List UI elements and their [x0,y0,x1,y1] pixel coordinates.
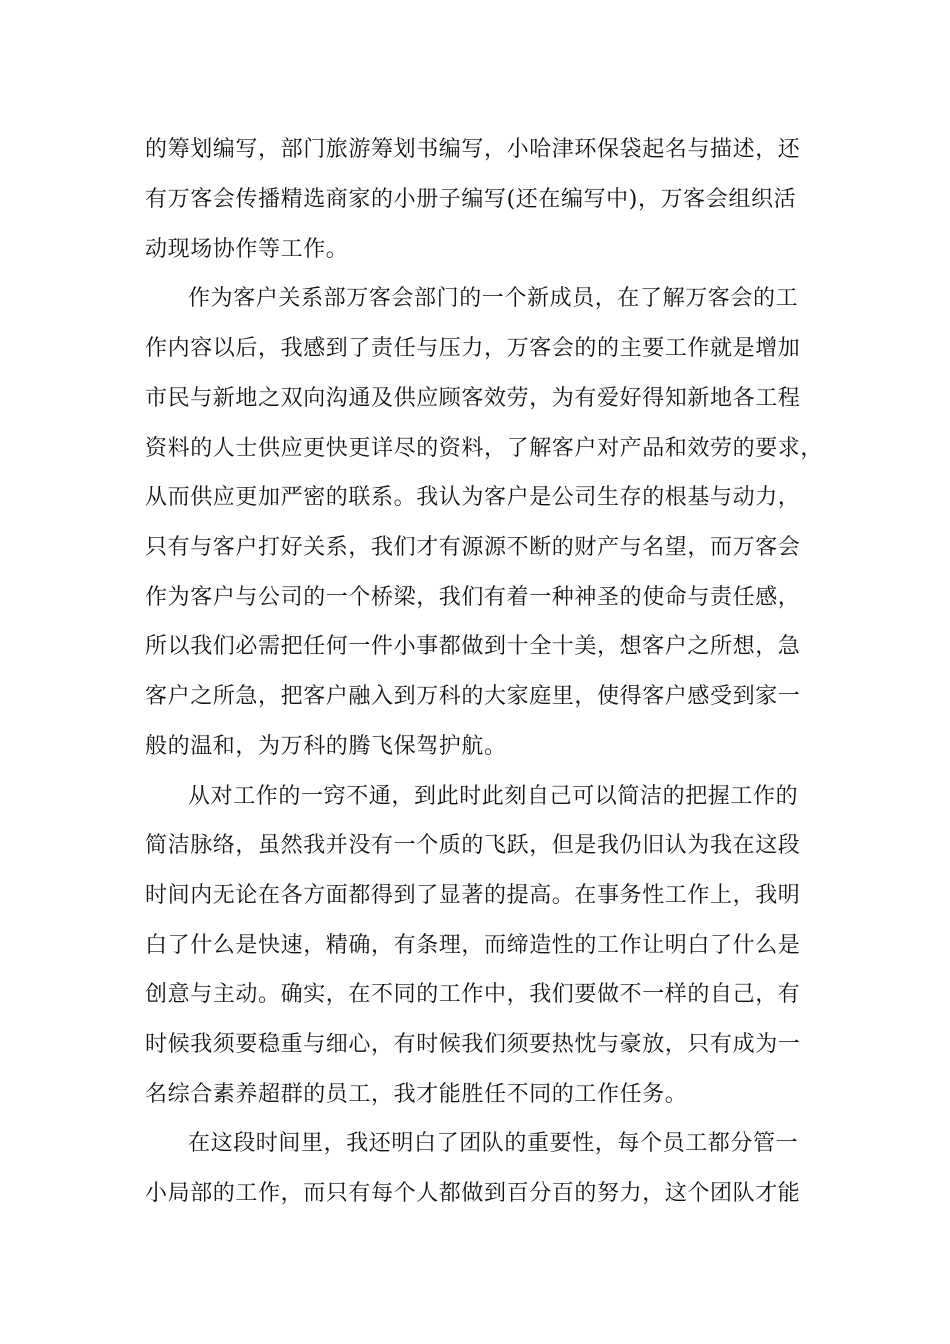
text-line: 从而供应更加严密的联系。我认为客户是公司生存的根基与动力， [145,485,801,510]
paragraph-first-line: 作为客户关系部万客会部门的一个新成员，在了解万客会的工 [188,286,799,311]
text-line: 市民与新地之双向沟通及供应顾客效劳，为有爱好得知新地各工程 [145,386,801,411]
text-line: 作内容以后，我感到了责任与压力，万客会的的主要工作就是增加 [145,336,801,361]
text-line: 资料的人士供应更快更详尽的资料，了解客户对产品和效劳的要求， [145,436,824,461]
text-line: 的筹划编写，部门旅游筹划书编写，小哈津环保袋起名与描述，还 [145,137,801,162]
text-line: 有万客会传播精选商家的小册子编写(还在编写中)，万客会组织活 [145,187,797,212]
text-line: 简洁脉络，虽然我并没有一个质的飞跃，但是我仍旧认为我在这段 [145,833,801,858]
text-line: 名综合素养超群的员工，我才能胜任不同的工作任务。 [145,1082,688,1107]
paragraph-first-line: 在这段时间里，我还明白了团队的重要性，每个员工都分管一 [188,1131,799,1156]
text-line: 时间内无论在各方面都得到了显著的提高。在事务性工作上，我明 [145,883,801,908]
text-line: 作为客户与公司的一个桥梁，我们有着一种神圣的使命与责任感， [145,585,801,610]
paragraph-first-line: 从对工作的一窍不通，到此时此刻自己可以简洁的把握工作的 [188,784,799,809]
text-line: 小局部的工作，而只有每个人都做到百分百的努力，这个团队才能 [145,1181,801,1206]
text-line: 般的温和，为万科的腾飞保驾护航。 [145,734,507,759]
text-line: 时候我须要稳重与细心，有时候我们须要热忱与豪放，只有成为一 [145,1032,801,1057]
text-line: 白了什么是快速，精确，有条理，而缔造性的工作让明白了什么是 [145,933,801,958]
text-line: 客户之所急，把客户融入到万科的大家庭里，使得客户感受到家一 [145,684,801,709]
text-line: 创意与主动。确实，在不同的工作中，我们要做不一样的自己，有 [145,982,801,1007]
text-line: 所以我们必需把任何一件小事都做到十全十美，想客户之所想，急 [145,634,801,659]
text-line: 动现场协作等工作。 [145,237,349,262]
text-line: 只有与客户打好关系，我们才有源源不断的财产与名望，而万客会 [145,535,801,560]
